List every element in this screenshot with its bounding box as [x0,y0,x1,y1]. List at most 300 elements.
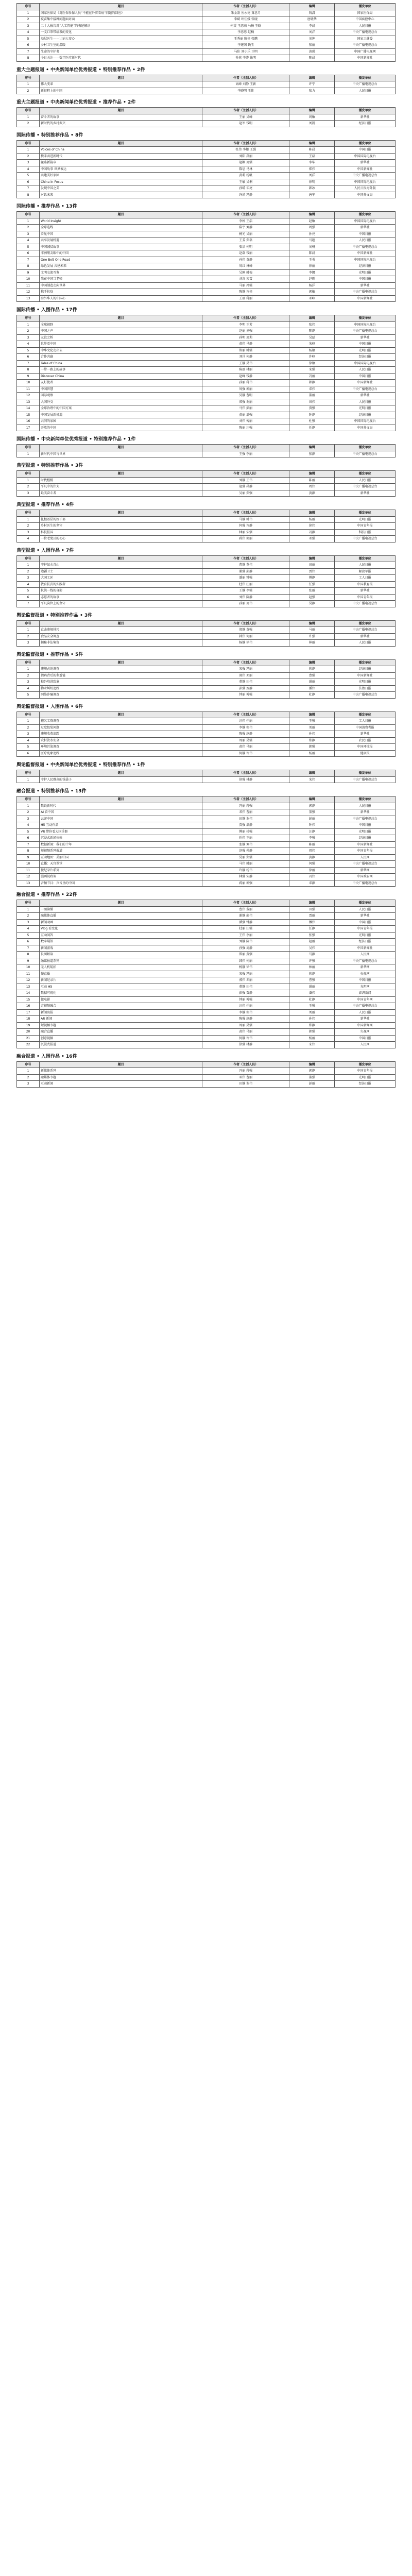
table-row [17,393,396,399]
work-editor: 贾伟 [289,568,335,575]
work-authors: 李思思 赵楠 [202,29,289,36]
work-authors: 吴刚 韩梅 [202,269,289,276]
table-header-row [17,770,396,777]
publishing-unit: 中国青年报 [335,523,396,530]
column-header: 题目 [40,711,202,718]
table-row [17,257,396,263]
work-authors: 何静 许伟 [202,750,289,757]
work-authors: 孙晴 朱亮 [202,185,289,192]
table-row [17,640,396,647]
section-heading: 典型报道 • 特别推荐作品 • 3件 [16,463,83,468]
work-authors: 杨静 徐伟 [202,640,289,647]
work-editor: 韩强 [289,744,335,751]
work-authors: 陈丽 汪强 [202,425,289,431]
publishing-unit: 经济日报 [335,354,396,361]
work-editor: 田伟 [289,399,335,405]
table-row [17,334,396,341]
publishing-unit: 中国外文局 [335,425,396,431]
award-section [16,500,396,543]
column-header: 题目 [40,315,202,322]
column-header: 作者（主创人员） [202,75,289,81]
work-editor: 董强 [289,1074,335,1081]
row-number: 1 [17,562,40,569]
table-row [17,685,396,692]
column-header: 题目 [40,445,202,451]
table-row [17,1022,396,1029]
work-title: VR 带你看大国重器 [40,828,202,835]
work-authors: 邓伟 曹丽 [202,809,289,816]
publishing-unit: 新华社 [335,160,396,166]
work-authors: 潘丽 钟强 [202,575,289,582]
publishing-unit: 工人日报 [335,718,396,725]
work-editor: 傅静 [289,575,335,582]
publishing-unit: 中国教育报 [335,581,396,588]
award-table [16,1061,396,1088]
work-authors: 陈强 赵静 [202,731,289,738]
work-editor: 郑静 [289,1022,335,1029]
table-row [17,536,396,543]
row-number: 22 [17,1042,40,1048]
table-header-row [17,471,396,478]
work-authors: 徐强 林静 [202,776,289,783]
work-authors: 李婷 王浩 [202,218,289,225]
work-editor: 赵强 [289,594,335,601]
work-editor: 杨敏 [289,347,335,354]
column-header: 作者（主创人员） [202,659,289,666]
row-number: 2 [17,1074,40,1081]
table-row [17,29,396,36]
row-number: 1 [17,81,40,88]
row-number: 5 [17,744,40,751]
table-row [17,996,396,1003]
publishing-unit: 中国日报 [335,919,396,926]
publishing-unit: 中国外文局 [335,192,396,198]
work-authors: 刘洋 何静 [202,354,289,361]
work-authors: 徐强 林静 [202,1042,289,1048]
work-editor: 陈晨 [289,147,335,154]
publishing-unit: 中国新闻社 [335,295,396,302]
work-editor: 陈晨 [289,250,335,257]
column-header: 题目 [40,796,202,803]
work-title: 长图解读 [40,952,202,958]
work-authors: 何静 许伟 [202,1035,289,1042]
work-title: AI 看中国 [40,809,202,816]
column-header: 题目 [40,1061,202,1068]
table-row [17,88,396,94]
table-row [17,160,396,166]
work-editor: 宋强 [289,367,335,374]
work-authors: 周丽 吴强 [202,1022,289,1029]
table-row [17,633,396,640]
work-authors: 林丽 宋强 [202,529,289,536]
award-table [16,140,396,199]
work-title: 数字展馆 [40,939,202,945]
table-row [17,971,396,977]
table-row [17,822,396,829]
work-editor: 黄瑛 [289,48,335,55]
work-editor: 马静 [289,952,335,958]
work-title: 音视频融合 [40,1003,202,1010]
work-authors: 曹静 董伟 [202,562,289,569]
table-row [17,289,396,296]
publishing-unit: 法治日报 [335,685,396,692]
work-title: 新闻动画 [40,919,202,926]
publishing-unit: 新华社 [335,731,396,738]
row-number: 1 [17,10,40,16]
publishing-unit: 经济日报 [335,835,396,842]
row-number: 1 [17,1068,40,1075]
work-authors: 孙丽 周伟 [202,601,289,607]
table-row [17,816,396,822]
column-header: 序号 [17,471,40,478]
publishing-unit: 中国日报 [335,276,396,283]
publishing-unit: 新华社 [335,393,396,399]
work-editor: 彭丽 [289,1081,335,1088]
work-editor: 何强 [289,861,335,868]
table-row [17,360,396,367]
row-number: 4 [17,685,40,692]
work-editor: 黄静 [289,490,335,497]
table-row [17,913,396,920]
section-heading: 舆论监督报道 • 特别推荐作品 • 3件 [16,613,93,618]
work-authors: 刘阳 孙丽 [202,153,289,160]
row-number: 2 [17,523,40,530]
work-authors: 黄丽 潘强 [202,412,289,418]
table-row [17,750,396,757]
publishing-unit: 中国政府网 [335,874,396,880]
work-authors: 王静 李强 [202,588,289,595]
award-section [16,97,396,127]
work-authors: 韩伟 何丽 [202,958,289,964]
work-authors: 张静 刘伟 [202,841,289,848]
work-editor: 张丽 [289,42,335,49]
table-row [17,218,396,225]
work-title: 直击违规排污 [40,627,202,634]
table-row [17,399,396,405]
table-header-row [17,212,396,218]
publishing-unit: 中国国际电视台 [335,257,396,263]
publishing-unit: 中央广播电视总台 [335,42,396,49]
work-authors: 何强 许静 [202,523,289,530]
publishing-unit: 经济日报 [335,412,396,418]
publishing-unit: 中国新闻社 [335,841,396,848]
row-number: 12 [17,393,40,399]
work-editor: 贾丽 [289,913,335,920]
work-editor: 朱峰 [289,341,335,348]
publishing-unit: 中国青年报 [335,1068,396,1075]
column-header: 播发单位 [335,4,396,10]
table-row [17,964,396,971]
publishing-unit: 中央广播电视总台 [335,29,396,36]
publishing-unit: 中国新闻社 [335,55,396,62]
work-title: 奋斗者的故事 [40,114,202,121]
work-editor: 刘丽 [289,1009,335,1016]
work-editor: 徐明 [289,179,335,185]
row-number: 9 [17,269,40,276]
work-title: 国际观察 [40,393,202,399]
column-header: 作者（主创人员） [202,555,289,562]
row-number: 3 [17,919,40,926]
work-title: 乡村医生的坚守 [40,523,202,530]
table-row [17,282,396,289]
column-header: 序号 [17,212,40,218]
row-number: 9 [17,373,40,380]
publishing-unit: 光明日报 [335,932,396,939]
table-row [17,737,396,744]
work-editor: 董丽 [289,393,335,399]
work-title: 云游中国 [40,816,202,822]
column-header: 编辑 [289,212,335,218]
table-header-row [17,659,396,666]
work-title: 中国智慧 [40,386,202,393]
row-number: 1 [17,218,40,225]
table-row [17,919,396,926]
work-editor: 马丽 [289,627,335,634]
publishing-unit: 中央广播电视总台 [335,692,396,699]
row-number: 2 [17,809,40,816]
section-heading: 国际传播 • 特别推荐作品 • 8件 [16,132,83,138]
column-header: 题目 [40,620,202,627]
work-title: 扎根基层的好干部 [40,516,202,523]
row-number: 3 [17,334,40,341]
work-editor: 韩强 [289,1029,335,1036]
work-title: 我在中国当老师 [40,276,202,283]
work-title: 互动新闻 [40,1081,202,1088]
award-section [16,890,396,1048]
column-header: 播发单位 [335,1061,396,1068]
publishing-unit: 国家卫健委 [335,36,396,42]
publishing-unit: 人民网 [335,854,396,861]
work-authors: 郭伟 邓丽 [202,977,289,984]
section-heading: 国际传播 • 推荐作品 • 13件 [16,204,77,209]
table-row [17,81,396,88]
work-authors: 赵峰 钱静 [202,373,289,380]
table-row [17,861,396,868]
row-number: 1 [17,451,40,457]
publishing-unit: 中国日报 [335,822,396,829]
work-authors: 林强 宋静 [202,874,289,880]
work-editor: 曹强 [289,977,335,984]
work-authors: 朱金盈 丛永亮 萧思月 [202,10,289,16]
award-section [16,702,396,757]
column-header: 序号 [17,75,40,81]
publishing-unit: 人民日报 [335,88,396,94]
work-authors: 王静 吴伟 [202,360,289,367]
table-row [17,679,396,686]
column-header: 作者（主创人员） [202,510,289,517]
table-row [17,225,396,231]
column-header: 播发单位 [335,212,396,218]
publishing-unit: 人民日报 [335,367,396,374]
publishing-unit: 中央广播电视总台 [335,244,396,250]
table-header-row [17,1061,396,1068]
work-title: 乡村卫生室的温暖 [40,42,202,49]
publishing-unit: 光明日报 [335,347,396,354]
publishing-unit: 中央广播电视总台 [335,861,396,868]
work-title: 中国减贫故事 [40,244,202,250]
row-number: 8 [17,263,40,270]
table-row [17,529,396,536]
work-editor: 钱潇 [289,10,335,16]
publishing-unit: 中国日报 [335,341,396,348]
work-editor: 张静 [289,451,335,457]
work-title: 教育扶贫的实践者 [40,581,202,588]
work-authors: 许静 杨伟 [202,867,289,874]
table-header-row [17,140,396,147]
work-authors: 陈磊 林丽 [202,367,289,374]
work-authors: 钟丽 傅强 [202,692,289,699]
publishing-unit: 中央广播电视总台 [335,627,396,634]
publishing-unit: 光明日报 [335,1074,396,1081]
column-header: 播发单位 [335,315,396,322]
work-editor: 杜静 [289,692,335,699]
table-header-row [17,75,396,81]
work-authors: 李斌 叶佳媛 张晓 [202,16,289,23]
row-number: 10 [17,861,40,868]
publishing-unit: 新华社 [335,114,396,121]
publishing-unit: 中国日报 [335,373,396,380]
column-header: 作者（主创人员） [202,620,289,627]
row-number: 7 [17,601,40,607]
work-title: 友谊之桥 [40,334,202,341]
work-title: 科技报国 [40,529,202,536]
row-number: 5 [17,932,40,939]
work-authors: 周红 林峰 [202,263,289,270]
row-number: 9 [17,958,40,964]
row-number: 4 [17,581,40,588]
table-header-row [17,796,396,803]
column-header: 编辑 [289,471,335,478]
column-header: 作者（主创人员） [202,796,289,803]
work-title: 生命的守护者 [40,48,202,55]
work-authors: 陈强 赵静 [202,1016,289,1023]
work-title: 短视频系列报道 [40,848,202,855]
section-heading: 融合报道 • 推荐作品 • 22件 [16,892,77,897]
table-row [17,42,396,49]
publishing-unit: 光明日报 [335,516,396,523]
award-table [16,796,396,887]
table-header-row [17,4,396,10]
work-editor: 任静 [289,926,335,933]
table-row [17,1016,396,1023]
work-authors: 彭强 贾静 [202,685,289,692]
work-editor: 许宁 [289,81,335,88]
work-authors: 韩伟 何丽 [202,633,289,640]
work-title: 文明交流互鉴 [40,269,202,276]
row-number: 5 [17,36,40,42]
work-authors: 陈思 马林 [202,166,289,173]
row-number: 4 [17,926,40,933]
publishing-unit: 农民日报 [335,737,396,744]
award-table [16,620,396,647]
work-editor: 周伟 [289,484,335,490]
work-title: 中国之声 [40,328,202,335]
work-title: 新征程上的中国 [40,88,202,94]
work-authors: 赵颖 周强 [202,160,289,166]
row-number: 12 [17,289,40,296]
column-header: 编辑 [289,796,335,803]
row-number: 2 [17,121,40,127]
table-header-row [17,900,396,907]
work-editor: 刘畅 [289,244,335,250]
section-heading: 国际传播 • 入围作品 • 17件 [16,308,77,313]
column-header: 序号 [17,770,40,777]
section-heading: 重大主题报道 • 中央新闻单位优秀报道 • 推荐作品 • 2件 [16,100,136,105]
work-editor: 刘坤 [289,36,335,42]
work-title: 慢直播 [40,971,202,977]
publishing-unit: 中国青年网 [335,996,396,1003]
publishing-unit: 中国消费者报 [335,724,396,731]
work-title: World Insight [40,218,202,225]
work-title: 全球视野 [40,321,202,328]
table-row [17,1009,396,1016]
work-authors: 彭强 贾静 [202,990,289,997]
publishing-unit: 中国青年报 [335,594,396,601]
work-authors: 李静 张伟 [202,1009,289,1016]
table-row [17,295,396,302]
work-editor: 唐晓华 [289,16,335,23]
work-authors: 郑丽 黄强 [202,952,289,958]
publishing-unit: 经济日报 [335,121,396,127]
work-title: 看见中国 [40,231,202,238]
work-editor: 潘伟 [289,990,335,997]
award-table [16,510,396,543]
work-editor: 韩静 [289,380,335,386]
publishing-unit: 中国新闻社 [335,945,396,952]
table-header-row [17,711,396,718]
work-authors: 王秀丽 陈亮 张鹏 [202,36,289,42]
table-row [17,977,396,984]
work-authors: 孙强 周静 [202,945,289,952]
work-title: 最美奋斗者 [40,490,202,497]
work-title: 短视频专题 [40,1022,202,1029]
table-row [17,828,396,835]
work-title: 中国故事 世界表达 [40,166,202,173]
publishing-unit: 经济日报 [335,666,396,673]
publishing-unit: 中国广播电视网 [335,48,396,55]
work-authors: 贾强 潘静 [202,822,289,829]
work-authors: 赵强 孙静 [202,848,289,855]
work-editor: 冯丽 [289,373,335,380]
row-number: 3 [17,816,40,822]
publishing-unit: 中央广播电视总台 [335,958,396,964]
table-row [17,984,396,990]
row-number: 10 [17,276,40,283]
work-title: 中国发展新机遇 [40,412,202,418]
row-number: 10 [17,964,40,971]
award-section [16,130,396,199]
table-header-row [17,315,396,322]
work-editor: 唐宁 [289,192,335,198]
award-section [16,305,396,431]
work-editor: 韩冰 [289,185,335,192]
work-editor: 冯伟 [289,874,335,880]
work-authors: 汪伟 任丽 [202,1003,289,1010]
work-editor: 杨洋 [289,282,335,289]
table-row [17,906,396,913]
publishing-unit: 经济日报 [335,263,396,270]
column-header: 作者（主创人员） [202,140,289,147]
row-number: 14 [17,405,40,412]
work-editor: 吴磊 [289,334,335,341]
table-row [17,867,396,874]
work-title: 守护绿水青山 [40,562,202,569]
work-title: 新时代中国与世界 [40,451,202,457]
work-title: 一支口罩带给我的变化 [40,29,202,36]
work-title: 共建美好家园 [40,173,202,179]
table-row [17,367,396,374]
work-title: 融媒体专题 [40,1074,202,1081]
